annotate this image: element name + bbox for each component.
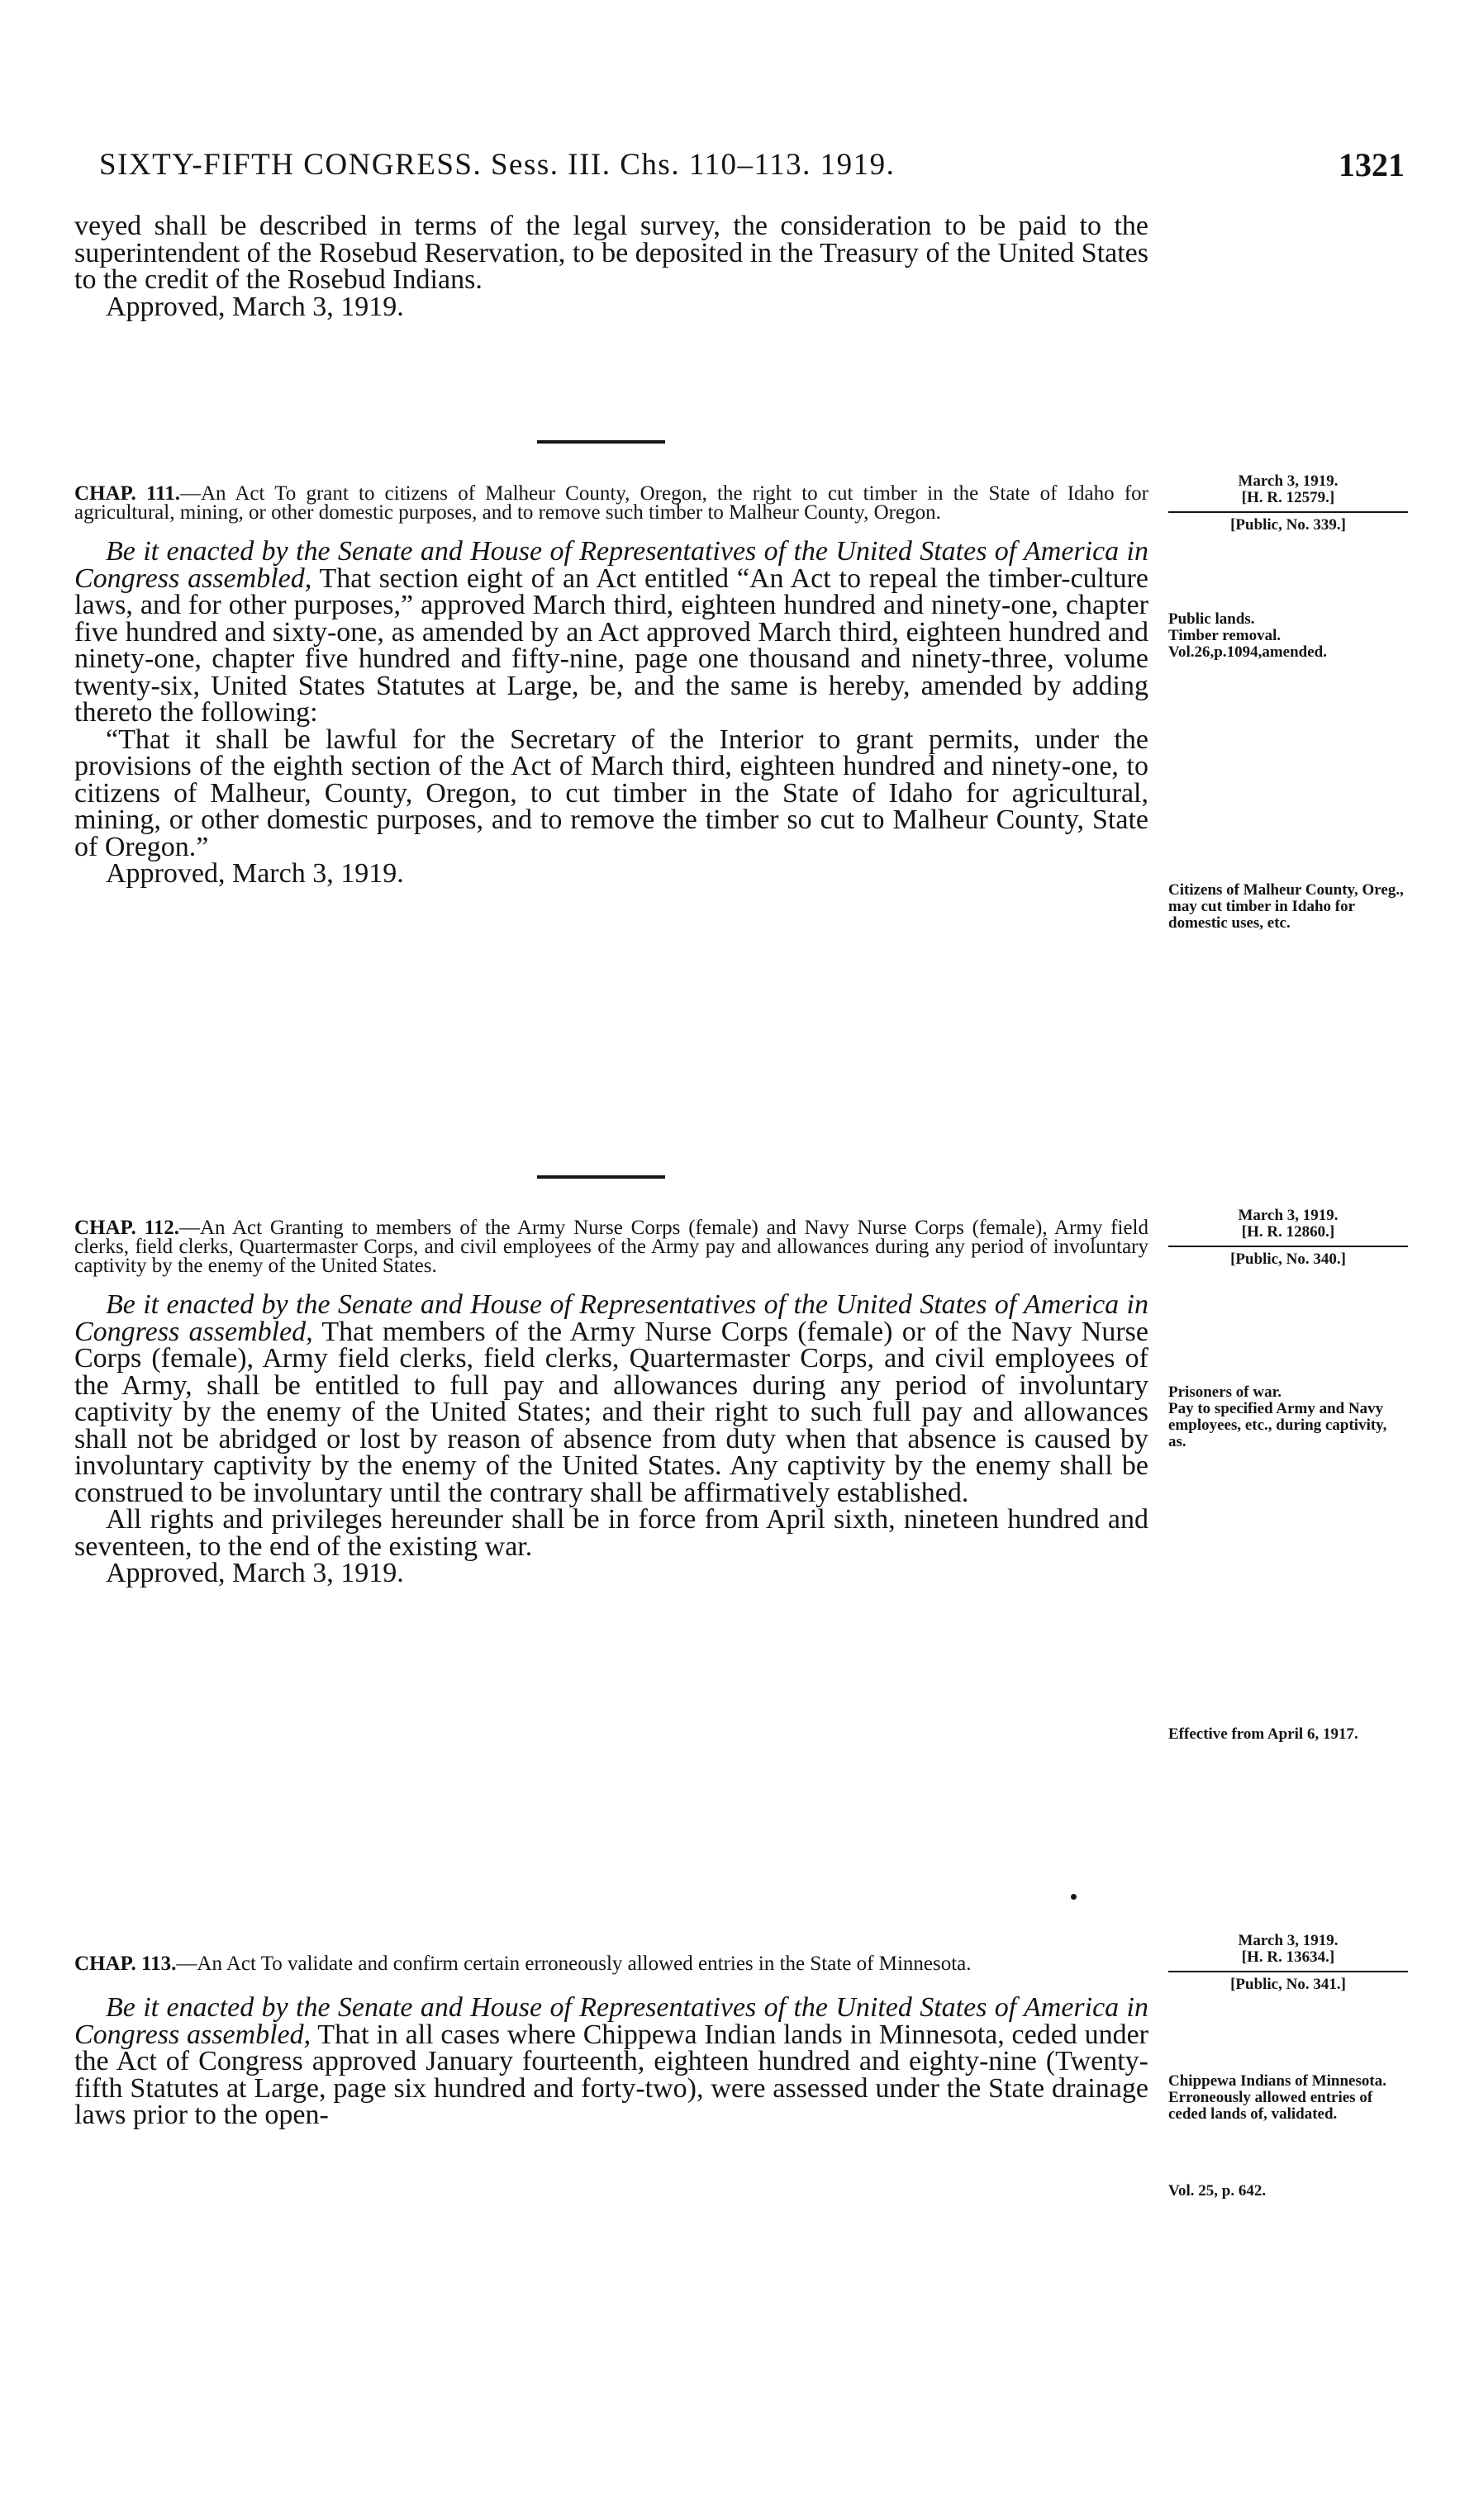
enacting-clause: Be it enacted by the Senate and House of Representatives of the United States of America in Congress assembled, [74,1289,1148,1347]
chap111-sidenote-header [1168,473,1408,534]
chapter-number: CHAP. 112. [74,1217,179,1239]
chapter-113 [74,1954,1148,2129]
bill-number: [H. R. 13634.] [1241,1948,1335,1966]
continuation-text: veyed shall be described in terms of the legal survey, the consideration to be paid to the superintendent of the Rosebud Reservation, to be deposited in the Treasury of the United States to the credit of the Rosebud Indians. [74,211,1148,295]
margin-note: Pay to specified Army and Navy employees, etc., during captivity, as. [1168,1400,1387,1450]
chapter-description: —An Act To grant to citizens of Malheur County, Oregon, the right to cut timber in the State of Idaho for agricultural, mining, or other domestic purposes, and to remove such timber to Malheur County, Oregon. [74,482,1148,524]
approved-line: Approved, March 3, 1919. [106,291,404,322]
margin-note: Vol. 25, p. 642. [1168,2182,1267,2200]
margin-note: Public lands. [1168,610,1255,628]
sidenote-rule [1168,1246,1408,1247]
enacting-paragraph [74,536,1148,728]
chapter-number: CHAP. 113. [74,1953,177,1975]
chapter-111 [74,484,1148,888]
sidenote-rule [1168,1971,1408,1972]
effective-paragraph: All rights and privileges hereunder shall be in force from April sixth, nineteen hundred and seventeen, to the end of the existing war. [74,1504,1148,1562]
chapter-number: CHAP. 111. [74,482,180,505]
enacting-clause: Be it enacted by the Senate and House of Representatives of the United States of America in Congress assembled, [74,536,1148,594]
chap113-margin-notes [1168,2073,1408,2123]
approval-date: March 3, 1919. [1238,1932,1338,1949]
chap111-margin-note-citizens [1168,882,1408,932]
sidenote-rule [1168,511,1408,513]
margin-note: Effective from April 6, 1917. [1168,1725,1358,1743]
continuation-block [74,213,1148,320]
running-header [99,147,1405,190]
margin-note: Erroneously allowed entries of ceded lands of, validated. [1168,2089,1373,2123]
chapter-112 [74,1218,1148,1587]
margin-note: Prisoners of war. [1168,1383,1282,1401]
page-number: 1321 [1338,146,1405,183]
chap111-margin-notes [1168,611,1408,661]
printing-dot [1071,1894,1077,1900]
margin-note: Vol.26,p.1094,amended. [1168,643,1327,661]
margin-note: Timber removal. [1168,627,1281,644]
margin-note: Chippewa Indians of Minnesota. [1168,2072,1386,2090]
approval-date: March 3, 1919. [1238,472,1338,490]
quoted-paragraph: “That it shall be lawful for the Secretary of the Interior to grant permits, under the provisions of the eighth section of the Act of March third, eighteen hundred and ninety-one, to citizens of Malheur, County, Oregon, to cut timber in the State of Idaho for agricultural, mining, or other domestic purposes, and to remove the timber so cut to Malheur County, State of Oregon.” [74,724,1148,862]
chap112-sidenote-header [1168,1208,1408,1268]
chap112-margin-note-effective [1168,1726,1408,1743]
public-law-number: [Public, No. 341.] [1230,1976,1346,1993]
chapter-title [74,1954,1148,1973]
enacting-clause: Be it enacted by the Senate and House of Representatives of the United States of America in Congress assembled, [74,1992,1148,2050]
chap113-sidenote-header [1168,1933,1408,1993]
section-rule [537,440,665,444]
approval-date: March 3, 1919. [1238,1207,1338,1224]
margin-note: Citizens of Malheur County, Oreg., may cut timber in Idaho for domestic uses, etc. [1168,881,1404,932]
chap112-margin-notes [1168,1384,1408,1450]
paragraph-text: That members of the Army Nurse Corps (female) or of the Navy Nurse Corps (female), Army field clerks, field clerks, Quartermaster Corps, and civil employees of the Army, shall be entitled to full pay and allowances during any period of involuntary captivity by the enemy of the United States; and their right to such full pay and allowances shall not be abridged or lost by reason of absence from duty when that absence is caused by involuntary captivity by the enemy of the United States. Any captivity by the enemy shall be construed to be involuntary until the contrary shall be affirmatively established. [74,1316,1148,1508]
section-rule [537,1175,665,1179]
paragraph-text: That in all cases where Chippewa Indian lands in Minnesota, ceded under the Act of Congress approved January fourteenth, eighteen hundred and eighty-nine (Twenty-fifth Statutes at Large, page six hundred and forty-two), were assessed under the State drainage laws prior to the open- [74,2019,1148,2130]
enacting-paragraph [74,1992,1148,2130]
public-law-number: [Public, No. 340.] [1230,1251,1346,1268]
approved-line: Approved, March 3, 1919. [106,858,404,889]
approved-line: Approved, March 3, 1919. [106,1558,404,1588]
public-law-number: [Public, No. 339.] [1230,516,1346,534]
chap113-margin-note-vol [1168,2183,1408,2200]
enacting-paragraph [74,1289,1148,1508]
chapter-title [74,484,1148,522]
bill-number: [H. R. 12579.] [1241,489,1335,506]
chapter-title [74,1218,1148,1275]
bill-number: [H. R. 12860.] [1241,1223,1335,1241]
paragraph-text: That section eight of an Act entitled “An Act to repeal the timber-culture laws, and for other purposes,” approved March third, eighteen hundred and ninety-one, chapter five hundred and sixty-one, as amended by an Act approved March third, eighteen hundred and ninety-one, chapter five hundred and fifty-nine, page one thousand and ninety-three, volume twenty-six, United States Statutes at Large, be, and the same is hereby, amended by adding thereto the following: [74,562,1148,728]
chapter-description: —An Act To validate and confirm certain erroneously allowed entries in the State of Minnesota. [176,1953,972,1975]
running-head: SIXTY-FIFTH CONGRESS. Sess. III. Chs. 110–113. 1919. [99,148,896,182]
chapter-description: —An Act Granting to members of the Army Nurse Corps (female) and Navy Nurse Corps (female), Army field clerks, field clerks, Quartermaster Corps, and civil employees of the Army pay and allowances during any period of involuntary captivity by the enemy of the United States. [74,1217,1148,1277]
